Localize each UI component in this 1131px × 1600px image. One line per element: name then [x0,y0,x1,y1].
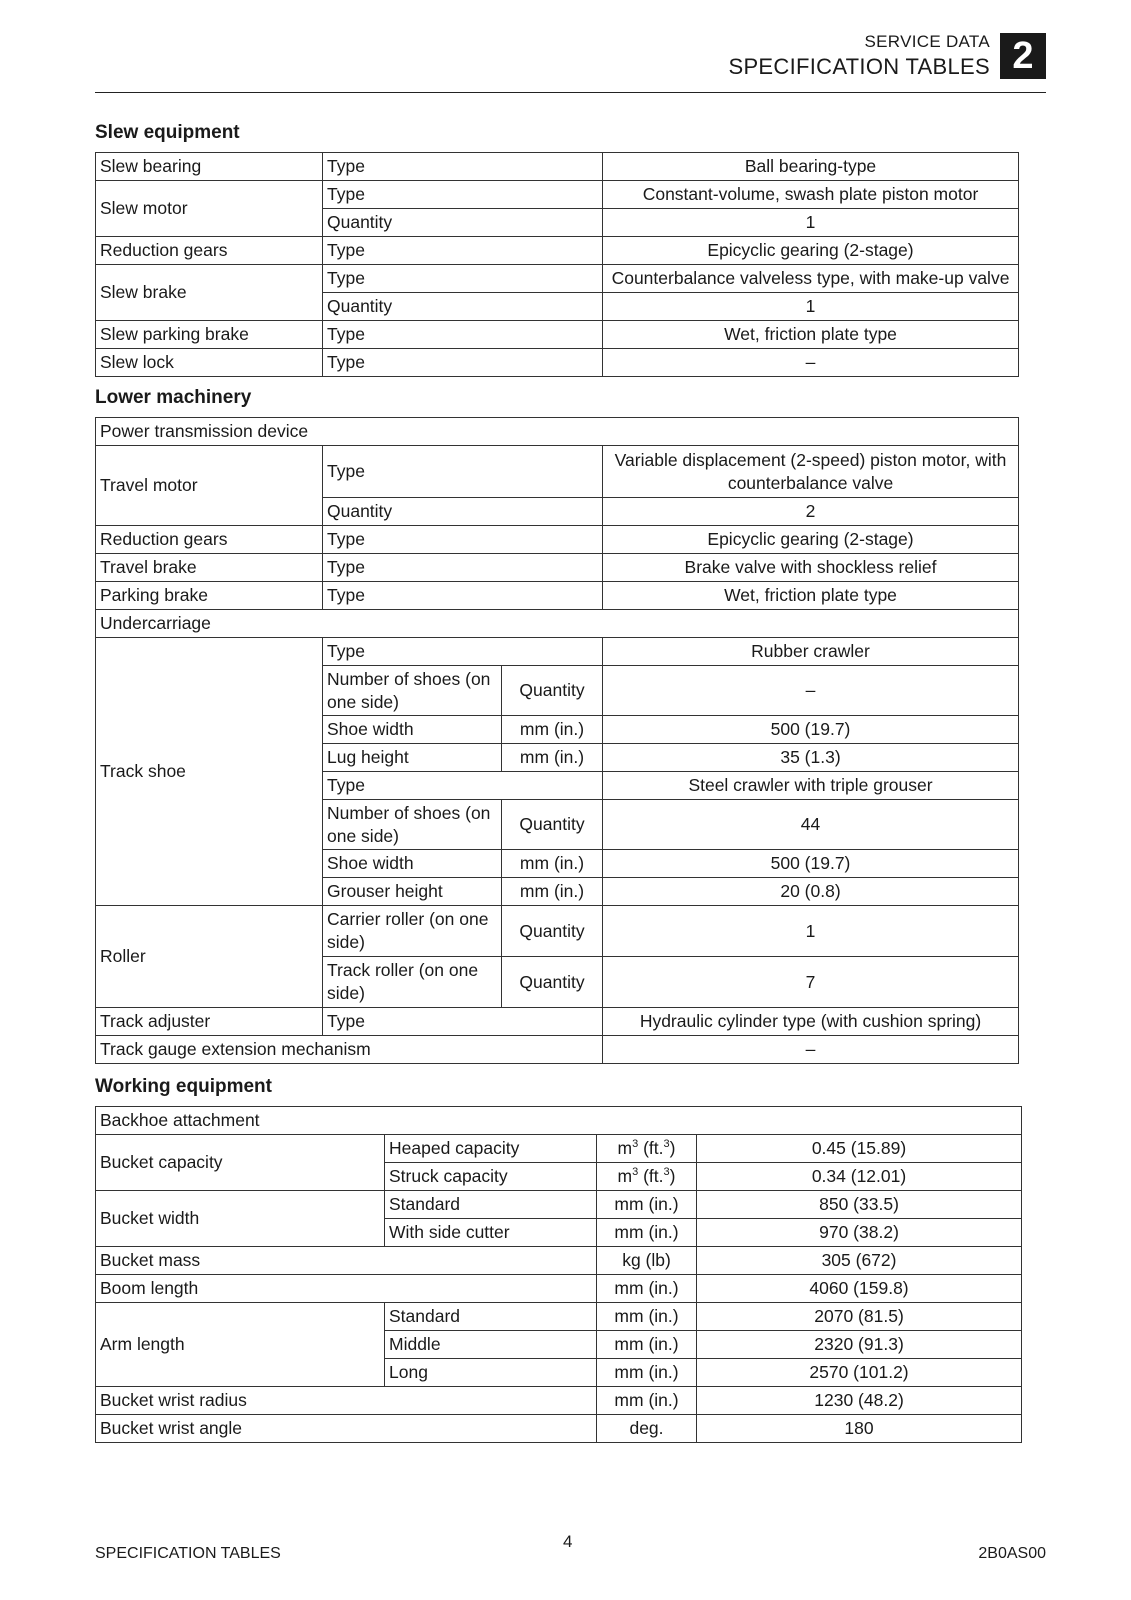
cell: Slew lock [96,349,323,377]
cell: Grouser height [323,878,502,906]
cell: Slew brake [96,265,323,321]
cell: Carrier roller (on one side) [323,906,502,957]
table-row [96,554,1019,582]
footer-right: 2B0AS00 [978,1545,1046,1562]
cell: Standard [385,1191,597,1219]
cell: – [603,1036,1019,1064]
cell: 1 [603,906,1019,957]
unit-text: ) [669,1166,676,1186]
chapter-badge: 2 [1000,33,1046,79]
cell: Hydraulic cylinder type (with cushion spring) [603,1008,1019,1036]
cell: 500 (19.7) [603,716,1019,744]
cell: 7 [603,957,1019,1008]
working-table [95,1106,1022,1443]
cell: mm (in.) [597,1387,697,1415]
working-section-title: Working equipment [95,1076,272,1097]
cell: 500 (19.7) [603,850,1019,878]
page-number: 4 [563,1532,573,1551]
header-section: SERVICE DATA [864,32,990,51]
cell: Backhoe attachment [96,1107,1022,1135]
table-row [96,906,1019,957]
cell: 4060 (159.8) [697,1275,1022,1303]
table-row [96,181,1019,209]
cell: Slew parking brake [96,321,323,349]
cell: Quantity [323,209,603,237]
cell: Bucket width [96,1191,385,1247]
cell: Slew motor [96,181,323,237]
cell: Roller [96,906,323,1008]
cell: Quantity [323,498,603,526]
cell: – [603,349,1019,377]
table-row [96,265,1019,293]
unit-exponent: 3 [632,1138,639,1151]
cell: Type [323,772,603,800]
cell: Slew bearing [96,153,323,181]
cell: 180 [697,1415,1022,1443]
cell: Type [323,582,603,610]
cell: 2570 (101.2) [697,1359,1022,1387]
slew-table [95,152,1019,377]
table-row [96,446,1019,498]
table-row [96,349,1019,377]
cell: Type [323,554,603,582]
cell: Standard [385,1303,597,1331]
cell: – [603,666,1019,716]
cell: Struck capacity [385,1163,597,1191]
cell: mm (in.) [597,1219,697,1247]
cell: Rubber crawler [603,638,1019,666]
cell: 44 [603,800,1019,850]
cell: 2320 (91.3) [697,1331,1022,1359]
table-row [96,1415,1022,1443]
cell: Reduction gears [96,237,323,265]
unit-text: (ft. [638,1166,664,1186]
cell: 35 (1.3) [603,744,1019,772]
cell: kg (lb) [597,1247,697,1275]
cell: Type [323,526,603,554]
cell: 1 [603,209,1019,237]
cell: 0.45 (15.89) [697,1135,1022,1163]
cell: 2070 (81.5) [697,1303,1022,1331]
cell: Number of shoes (on one side) [323,666,502,716]
table-row [96,638,1019,666]
cell: Track roller (on one side) [323,957,502,1008]
cell: Shoe width [323,716,502,744]
cell: Parking brake [96,582,323,610]
cell: Quantity [502,800,603,850]
cell: Steel crawler with triple grouser [603,772,1019,800]
cell: Middle [385,1331,597,1359]
cell: Arm length [96,1303,385,1387]
table-row [96,1008,1019,1036]
cell: mm (in.) [502,716,603,744]
cell: deg. [597,1415,697,1443]
unit-cell [597,1135,697,1163]
table-row [96,1303,1022,1331]
cell: Shoe width [323,850,502,878]
table-row [96,610,1019,638]
cell: Track shoe [96,638,323,906]
cell: mm (in.) [502,744,603,772]
cell: Counterbalance valveless type, with make-up valve [603,265,1019,293]
cell: Type [323,153,603,181]
header-title: SPECIFICATION TABLES [728,54,990,79]
cell: Constant-volume, swash plate piston motor [603,181,1019,209]
cell: Epicyclic gearing (2-stage) [603,237,1019,265]
table-row [96,1036,1019,1064]
cell: Lug height [323,744,502,772]
table-row [96,1191,1022,1219]
page-header [95,30,1046,93]
cell: 305 (672) [697,1247,1022,1275]
cell: Type [323,181,603,209]
cell: Type [323,237,603,265]
cell: mm (in.) [597,1303,697,1331]
unit-text: m [617,1138,633,1158]
table-row [96,1275,1022,1303]
cell: 20 (0.8) [603,878,1019,906]
cell: Quantity [323,293,603,321]
unit-exponent: 3 [663,1138,670,1151]
cell: Boom length [96,1275,597,1303]
cell: Travel brake [96,554,323,582]
cell: Bucket mass [96,1247,597,1275]
slew-section-title: Slew equipment [95,122,240,143]
cell: Quantity [502,666,603,716]
unit-exponent: 3 [663,1166,670,1179]
unit-cell [597,1163,697,1191]
cell: Wet, friction plate type [603,582,1019,610]
table-row [96,1247,1022,1275]
cell: Quantity [502,957,603,1008]
table-row [96,1107,1022,1135]
cell: Bucket capacity [96,1135,385,1191]
table-row [96,321,1019,349]
cell: Epicyclic gearing (2-stage) [603,526,1019,554]
cell: Type [323,1008,603,1036]
lower-table [95,417,1019,1064]
lower-section-title: Lower machinery [95,387,252,408]
cell: Quantity [502,906,603,957]
cell: Ball bearing-type [603,153,1019,181]
cell: Variable displacement (2-speed) piston motor, with counterbalance valve [603,446,1019,498]
table-row [96,153,1019,181]
cell: Reduction gears [96,526,323,554]
cell: mm (in.) [597,1191,697,1219]
cell: Bucket wrist angle [96,1415,597,1443]
cell: Track adjuster [96,1008,323,1036]
cell: Heaped capacity [385,1135,597,1163]
table-row [96,582,1019,610]
cell: 850 (33.5) [697,1191,1022,1219]
cell: Type [323,349,603,377]
cell: Bucket wrist radius [96,1387,597,1415]
unit-text: (ft. [638,1138,664,1158]
unit-exponent: 3 [632,1166,639,1179]
cell: Type [323,446,603,498]
cell: 2 [603,498,1019,526]
cell: 1 [603,293,1019,321]
cell: 0.34 (12.01) [697,1163,1022,1191]
unit-text: m [617,1166,633,1186]
cell: mm (in.) [502,850,603,878]
cell: Wet, friction plate type [603,321,1019,349]
table-row [96,1387,1022,1415]
footer-left: SPECIFICATION TABLES [95,1545,281,1562]
cell: Brake valve with shockless relief [603,554,1019,582]
cell: 1230 (48.2) [697,1387,1022,1415]
cell: Track gauge extension mechanism [96,1036,603,1064]
table-row [96,237,1019,265]
cell: Travel motor [96,446,323,526]
cell: Power transmission device [96,418,1019,446]
cell: With side cutter [385,1219,597,1247]
cell: mm (in.) [597,1275,697,1303]
cell: Type [323,265,603,293]
cell: mm (in.) [597,1331,697,1359]
table-row [96,526,1019,554]
cell: Long [385,1359,597,1387]
cell: Number of shoes (on one side) [323,800,502,850]
table-row [96,1135,1022,1163]
cell: Type [323,321,603,349]
table-row [96,418,1019,446]
cell: mm (in.) [502,878,603,906]
cell: 970 (38.2) [697,1219,1022,1247]
unit-text: ) [669,1138,676,1158]
cell: mm (in.) [597,1359,697,1387]
cell: Undercarriage [96,610,1019,638]
cell: Type [323,638,603,666]
